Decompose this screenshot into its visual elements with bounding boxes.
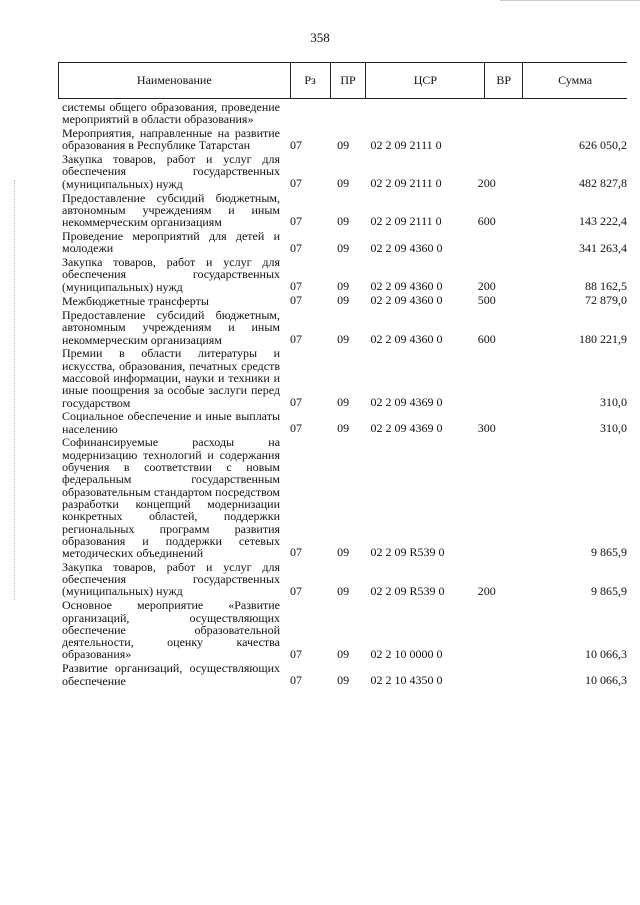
cell-csr: 02 2 09 2111 0 (370, 176, 442, 191)
cell-rz: 07 (290, 394, 303, 409)
table-row (62, 410, 627, 435)
column-header-name: Наименование (59, 63, 291, 98)
cell-sum: 9 865,9 (591, 545, 627, 560)
table-row (62, 561, 627, 598)
cell-rz: 07 (290, 646, 303, 661)
cell-rz: 07 (290, 278, 303, 293)
cell-sum: 626 050,2 (579, 137, 627, 152)
cell-name: Мероприятия, направленные на развитие образования в Республике Татарстан (62, 126, 281, 153)
scan-edge (500, 0, 640, 9)
cell-name: Социальное обеспечение и иные выплаты населению (62, 409, 281, 436)
table-row (62, 436, 627, 559)
cell-sum: 180 221,9 (579, 331, 627, 346)
table-row (62, 127, 627, 152)
cell-csr: 02 2 09 4360 0 (370, 240, 443, 255)
cell-pr: 09 (337, 646, 350, 661)
cell-name: Закупка товаров, работ и услуг для обеспечения государственных (муниципальных) нужд (62, 255, 281, 294)
cell-csr: 02 2 09 4360 0 (370, 293, 443, 308)
cell-name: Закупка товаров, работ и услуг для обеспечения государственных (муниципальных) нужд (62, 559, 281, 599)
cell-vr: 200 (477, 583, 496, 598)
cell-csr: 02 2 10 0000 0 (370, 646, 443, 661)
cell-name: Премии в области литературы и искусства, образования, печатных средств массовой информации, науки и техники и иные поощрения за особые заслуги перед государством (62, 346, 281, 410)
cell-sum: 482 827,8 (579, 176, 627, 191)
cell-rz: 07 (290, 293, 303, 308)
cell-name: системы общего образования, проведение мероприятий в области образования» (62, 100, 281, 127)
cell-pr: 09 (337, 176, 350, 191)
column-header-pr: ПР (331, 63, 367, 98)
column-header-sum: Сумма (558, 73, 593, 87)
table-row (62, 230, 627, 255)
cell-sum: 72 879,0 (585, 293, 627, 308)
cell-vr: 200 (477, 278, 496, 293)
cell-csr: 02 2 09 2111 0 (370, 214, 442, 229)
table-header (58, 62, 627, 99)
cell-rz: 07 (290, 240, 303, 255)
table-row (62, 662, 627, 687)
cell-rz: 07 (290, 583, 303, 598)
cell-pr: 09 (337, 278, 350, 293)
table-row (62, 294, 627, 307)
cell-name: Основное мероприятие «Развитие организаций, осуществляющих обеспечение образовательной деятельности, оценку качества образования» (62, 598, 281, 662)
cell-csr: 02 2 10 4350 0 (370, 672, 443, 687)
cell-csr: 02 2 09 R539 0 (370, 583, 445, 598)
cell-sum: 88 162,5 (585, 278, 627, 293)
binding-margin (14, 180, 16, 600)
cell-csr: 02 2 09 4369 0 (370, 394, 443, 409)
cell-sum: 10 066,3 (585, 646, 627, 661)
cell-name: Закупка товаров, работ и услуг для обеспечения государственных (муниципальных) нужд (62, 152, 281, 191)
cell-rz: 07 (290, 420, 303, 435)
cell-name: Межбюджетные трансферты (62, 294, 209, 309)
cell-pr: 09 (337, 672, 350, 687)
cell-vr: 600 (477, 331, 496, 346)
table-row (62, 347, 627, 408)
cell-sum: 143 222,4 (579, 214, 627, 229)
cell-pr: 09 (337, 214, 350, 229)
table-row (62, 599, 627, 660)
cell-rz: 07 (290, 545, 303, 560)
cell-sum: 9 865,9 (591, 583, 627, 598)
cell-pr: 09 (337, 583, 350, 598)
cell-name: Предоставление субсидий бюджетным, автономным учреждениям и иным некоммерческим организациям (62, 307, 281, 347)
cell-rz: 07 (290, 214, 303, 229)
cell-name: Софинансируемые расходы на модернизацию технологий и содержания обучения в соответствии с новым федеральным государственным образовательным стандартом посредством разработки концепций модернизации конкретных областей, поддержки региональных программ развития образования и поддержки сетевых методических объединений (62, 435, 281, 561)
cell-csr: 02 2 09 R539 0 (370, 545, 445, 560)
cell-vr: 600 (477, 214, 496, 229)
table-row (62, 256, 627, 293)
cell-rz: 07 (290, 137, 303, 152)
cell-vr: 300 (477, 420, 496, 435)
cell-name: Проведение мероприятий для детей и молодежи (62, 228, 281, 256)
column-header-rz: Рз (291, 63, 331, 98)
cell-pr: 09 (337, 137, 350, 152)
cell-csr: 02 2 09 2111 0 (370, 137, 442, 152)
cell-pr: 09 (337, 394, 350, 409)
cell-pr: 09 (337, 545, 350, 560)
cell-csr: 02 2 09 4360 0 (370, 278, 443, 293)
page-number: 358 (310, 30, 330, 45)
table-row (62, 192, 627, 229)
cell-pr: 09 (337, 293, 350, 308)
cell-csr: 02 2 09 4360 0 (370, 331, 443, 346)
cell-csr: 02 2 09 4369 0 (370, 420, 443, 435)
cell-sum: 310,0 (600, 394, 627, 409)
cell-name: Предоставление субсидий бюджетным, автономным учреждениям и иным некоммерческим организациям (62, 190, 281, 230)
column-header-vr: ВР (485, 63, 523, 98)
cell-sum: 341 263,4 (579, 240, 627, 255)
table-row (62, 309, 627, 346)
cell-rz: 07 (290, 176, 303, 191)
cell-rz: 07 (290, 672, 303, 687)
table-row (62, 153, 627, 190)
cell-sum: 310,0 (600, 420, 627, 435)
budget-table-body (62, 101, 627, 687)
cell-sum: 10 066,3 (585, 672, 627, 687)
cell-vr: 200 (477, 176, 496, 191)
cell-pr: 09 (337, 420, 350, 435)
cell-pr: 09 (337, 331, 350, 346)
table-row (62, 101, 627, 126)
cell-vr: 500 (477, 293, 496, 308)
cell-pr: 09 (337, 240, 350, 255)
column-header-csr: ЦСР (366, 63, 485, 98)
cell-rz: 07 (290, 331, 303, 346)
cell-name: Развитие организаций, осуществляющих обеспечение (62, 661, 281, 688)
